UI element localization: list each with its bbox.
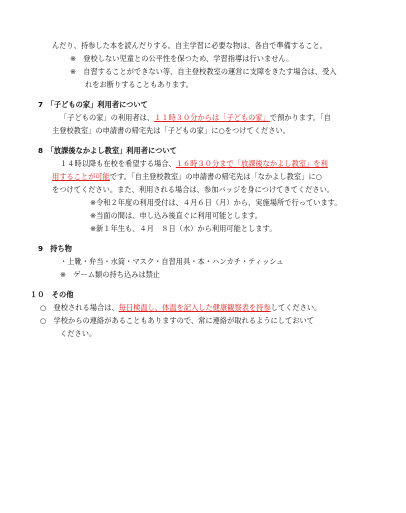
intro-line: んだり、持参した本を読んだりする。自主学習に必要な物は、各自で準備すること。 — [52, 41, 328, 50]
section-7-body-line-2: 主登校教室」の申請書の帰宅先は「子どもの家」に○をつけてください。 — [52, 126, 290, 135]
section-8-body-text-cont: です。「自主登校教室」の申請書の帰宅先は「なかよし教室」に○ — [109, 172, 322, 181]
section-10-item-1-text: ○ 登校される場合は、 — [40, 303, 119, 312]
section-8-heading: 8 「放課後なかよし教室」利用者について — [38, 146, 177, 155]
section-7-body-text-cont: で預かります。「自 — [269, 113, 331, 122]
section-9-note: ※ ゲーム類の持ち込みは禁止 — [60, 270, 161, 279]
section-10-highlight-health: 毎日検温し、体温を記入した健康観察表を持参 — [118, 303, 271, 312]
section-8-note-reception: ※令和２年度の利用受付は、４月６日（月）から、実施場所で行っています。 — [90, 198, 342, 207]
section-8-highlight-available: 用することが可能 — [52, 172, 110, 181]
section-10-item-1 — [40, 303, 321, 312]
section-7-body-line — [60, 113, 331, 122]
intro-note-refusal-cont: れをお断りすることもあります。 — [85, 80, 193, 89]
section-7-heading: 7 「子どもの家」利用者について — [38, 100, 148, 109]
intro-note-refusal: ※ 自習することができない等、自主登校教室の運営に支障をきたす場合は、受入 — [70, 67, 337, 76]
section-7-body-text: 「子どもの家」の利用者は、 — [60, 113, 155, 122]
section-9-items: ・上靴・弁当・水筒・マスク・自習用具・本・ハンカチ・ティッシュ — [60, 257, 284, 266]
section-8-note-immediate: ※当面の間は、申し込み後直ぐに利用可能とします。 — [90, 211, 262, 220]
section-8-body-line-3: をつけてください。また、利用される場合は、参加バッジを身につけてきてください。 — [52, 185, 335, 194]
section-9-heading: 9 持ち物 — [38, 244, 73, 253]
section-10-item-2: ○ 学校からの連絡があることもありますので、常に連絡が取れるようにしておいて — [40, 316, 314, 325]
intro-note-no-instruction: ※ 登校しない児童との公平性を保つため、学習指導は行いません。 — [70, 54, 294, 63]
section-8-body-text: １４時以降も在校を希望する場合、 — [60, 159, 176, 168]
section-7-highlight-time: １１時３０分からは「子どもの家」 — [154, 113, 270, 122]
section-10-heading: １０ その他 — [30, 290, 74, 299]
section-10-item-2-cont: ください。 — [60, 329, 97, 338]
section-8-highlight-time: １６時３０分まで「放課後なかよし教室」を利 — [175, 159, 328, 168]
section-8-body-line — [60, 159, 328, 168]
section-8-body-line-2 — [52, 172, 322, 181]
section-10-item-1-text-cont: してください。 — [270, 303, 322, 312]
section-8-note-first-grade: ※新１年生も、４月 ８日（水）から利用可能とします。 — [90, 224, 277, 233]
